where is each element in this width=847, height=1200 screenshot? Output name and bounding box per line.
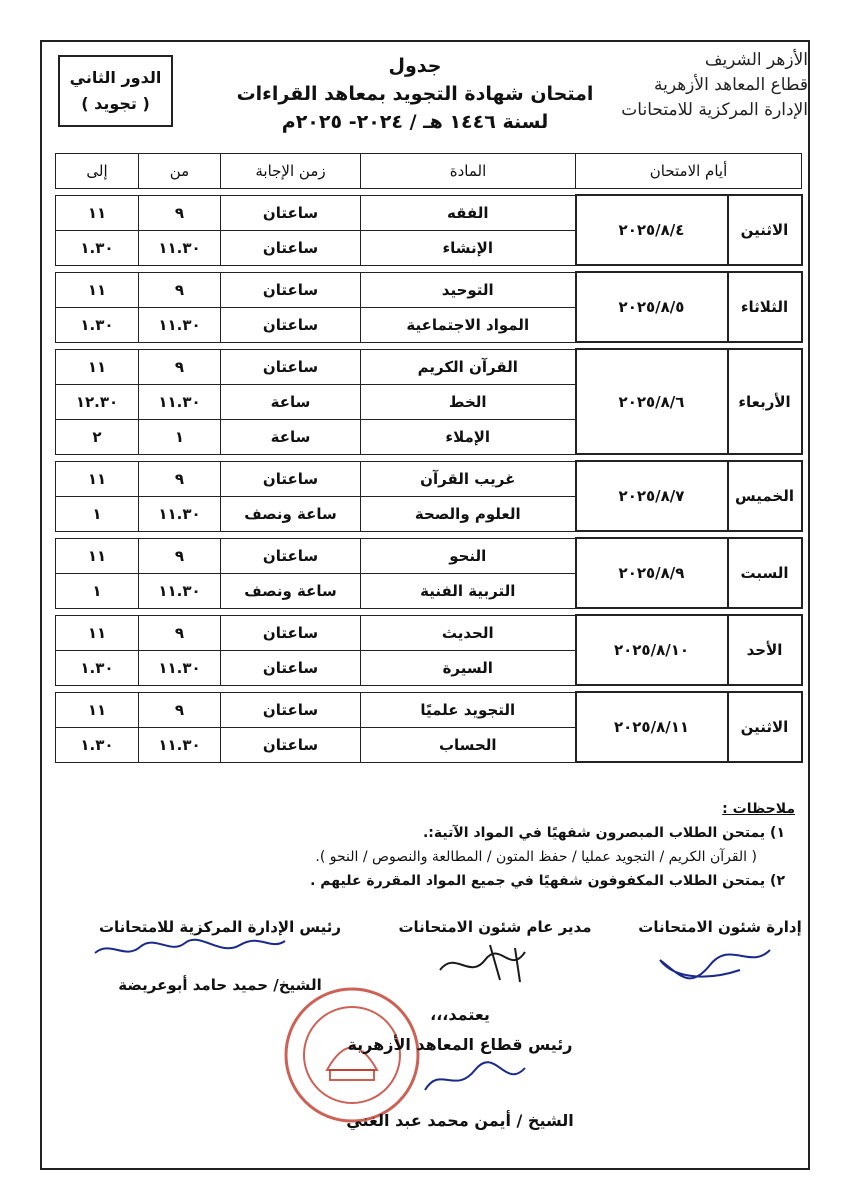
institution-logo <box>618 48 808 123</box>
end-time-cell: ١١ <box>56 538 139 573</box>
row-spacer <box>56 454 802 461</box>
logo-line-2: قطاع المعاهد الأزهرية <box>653 75 808 95</box>
approve-title: رئيس قطاع المعاهد الأزهرية <box>347 1035 573 1054</box>
subject-cell: الفقه <box>361 195 576 230</box>
duration-cell: ساعة <box>221 384 361 419</box>
subject-cell: الإنشاء <box>361 230 576 265</box>
table-header-row <box>56 154 802 189</box>
subject-cell: الإملاء <box>361 419 576 454</box>
subject-cell: العلوم والصحة <box>361 496 576 531</box>
start-time-cell: ١ <box>139 419 221 454</box>
table-row <box>56 615 802 650</box>
logo-line-3: الإدارة المركزية للامتحانات <box>621 100 808 120</box>
start-time-cell: ٩ <box>139 615 221 650</box>
approve-name: الشيخ / أيمن محمد عبد الغني <box>346 1111 574 1130</box>
subject-cell: الحساب <box>361 727 576 762</box>
row-spacer <box>56 342 802 349</box>
subject-cell: المواد الاجتماعية <box>361 307 576 342</box>
duration-cell: ساعتان <box>221 538 361 573</box>
subject-cell: التجويد علميًا <box>361 692 576 727</box>
duration-cell: ساعة ونصف <box>221 573 361 608</box>
header-days: أيام الامتحان <box>576 154 802 189</box>
exam-day-cell: الأحد <box>728 615 802 685</box>
subject-cell: القرآن الكريم <box>361 349 576 384</box>
signature-title-central: رئيس الإدارة المركزية للامتحانات <box>98 918 342 936</box>
end-time-cell: ١٢.٣٠ <box>56 384 139 419</box>
duration-cell: ساعتان <box>221 195 361 230</box>
row-spacer <box>56 685 802 692</box>
duration-cell: ساعتان <box>221 461 361 496</box>
duration-cell: ساعتان <box>221 692 361 727</box>
exam-day-cell: الثلاثاء <box>728 272 802 342</box>
round-label: الدور الثاني <box>69 68 162 87</box>
exam-date-cell: ٢٠٢٥/٨/٩ <box>576 538 728 608</box>
exam-date-cell: ٢٠٢٥/٨/٦ <box>576 349 728 454</box>
signature-name-central: الشيخ/ حميد حامد أبوعريضة <box>118 976 322 994</box>
end-time-cell: ٢ <box>56 419 139 454</box>
table-row <box>56 538 802 573</box>
exam-date-cell: ٢٠٢٥/٨/١١ <box>576 692 728 762</box>
logo-line-1: الأزهر الشريف <box>704 50 808 70</box>
title-line-3: لسنة ١٤٤٦ هـ / ٢٠٢٤- ٢٠٢٥م <box>281 111 549 133</box>
duration-cell: ساعتان <box>221 230 361 265</box>
exam-schedule-table <box>55 153 803 763</box>
handwritten-signature-affairs <box>650 940 780 985</box>
table-row <box>56 195 802 230</box>
exam-day-cell: الاثنين <box>728 195 802 265</box>
notes-heading: ملاحظات : <box>722 801 795 817</box>
exam-day-cell: الخميس <box>728 461 802 531</box>
handwritten-signature-director <box>430 940 550 985</box>
end-time-cell: ١١ <box>56 272 139 307</box>
subject-cell: النحو <box>361 538 576 573</box>
subject-cell: غريب القرآن <box>361 461 576 496</box>
approve-label: يعتمد،،، <box>430 1005 490 1024</box>
header-subject: المادة <box>361 154 576 189</box>
header-from: من <box>139 154 221 189</box>
row-spacer <box>56 265 802 272</box>
table-row <box>56 349 802 384</box>
start-time-cell: ٩ <box>139 195 221 230</box>
subject-cell: التوحيد <box>361 272 576 307</box>
end-time-cell: ١١ <box>56 195 139 230</box>
end-time-cell: ١ <box>56 496 139 531</box>
end-time-cell: ١.٣٠ <box>56 230 139 265</box>
exam-day-cell: الأربعاء <box>728 349 802 454</box>
row-spacer <box>56 531 802 538</box>
start-time-cell: ١١.٣٠ <box>139 384 221 419</box>
end-time-cell: ١.٣٠ <box>56 727 139 762</box>
start-time-cell: ٩ <box>139 692 221 727</box>
end-time-cell: ١ <box>56 573 139 608</box>
start-time-cell: ١١.٣٠ <box>139 307 221 342</box>
start-time-cell: ١١.٣٠ <box>139 230 221 265</box>
note-item-1: ١) يمتحن الطلاب المبصرون شفهيًا في المواد الآتية:. <box>422 825 785 841</box>
start-time-cell: ٩ <box>139 461 221 496</box>
end-time-cell: ١١ <box>56 461 139 496</box>
subject-cell: التربية الفنية <box>361 573 576 608</box>
subject-cell: الحديث <box>361 615 576 650</box>
start-time-cell: ١١.٣٠ <box>139 496 221 531</box>
duration-cell: ساعتان <box>221 349 361 384</box>
handwritten-signature-central <box>90 935 290 965</box>
round-subject: ( تجويد ) <box>81 94 150 113</box>
title-line-2: امتحان شهادة التجويد بمعاهد القراءات <box>236 83 594 105</box>
start-time-cell: ٩ <box>139 349 221 384</box>
end-time-cell: ١.٣٠ <box>56 650 139 685</box>
end-time-cell: ١.٣٠ <box>56 307 139 342</box>
header-duration: زمن الإجابة <box>221 154 361 189</box>
table-row <box>56 272 802 307</box>
note-item-2: ٢) يمتحن الطلاب المكفوفون شفهيًا في جميع المواد المقررة عليهم . <box>310 873 785 889</box>
signature-title-affairs: إدارة شئون الامتحانات <box>638 918 802 936</box>
duration-cell: ساعة <box>221 419 361 454</box>
header-to: إلى <box>56 154 139 189</box>
end-time-cell: ١١ <box>56 615 139 650</box>
duration-cell: ساعتان <box>221 307 361 342</box>
exam-day-cell: السبت <box>728 538 802 608</box>
note-item-1-subjects: ( القرآن الكريم / التجويد عمليا / حفظ المتون / المطالعة والنصوص / النحو ). <box>315 849 757 865</box>
signature-title-director: مدير عام شئون الامتحانات <box>398 918 592 936</box>
duration-cell: ساعتان <box>221 272 361 307</box>
title-line-1: جدول <box>388 55 442 77</box>
exam-round-box <box>58 55 173 127</box>
start-time-cell: ١١.٣٠ <box>139 650 221 685</box>
exam-date-cell: ٢٠٢٥/٨/١٠ <box>576 615 728 685</box>
end-time-cell: ١١ <box>56 692 139 727</box>
exam-date-cell: ٢٠٢٥/٨/٧ <box>576 461 728 531</box>
row-spacer <box>56 608 802 615</box>
table-row <box>56 461 802 496</box>
start-time-cell: ١١.٣٠ <box>139 727 221 762</box>
end-time-cell: ١١ <box>56 349 139 384</box>
duration-cell: ساعتان <box>221 615 361 650</box>
exam-day-cell: الاثنين <box>728 692 802 762</box>
exam-date-cell: ٢٠٢٥/٨/٥ <box>576 272 728 342</box>
start-time-cell: ٩ <box>139 538 221 573</box>
exam-date-cell: ٢٠٢٥/٨/٤ <box>576 195 728 265</box>
table-row <box>56 692 802 727</box>
signature-exam-affairs <box>635 918 805 936</box>
document-title <box>220 52 610 136</box>
duration-cell: ساعة ونصف <box>221 496 361 531</box>
start-time-cell: ١١.٣٠ <box>139 573 221 608</box>
notes-section <box>60 797 795 893</box>
subject-cell: السيرة <box>361 650 576 685</box>
subject-cell: الخط <box>361 384 576 419</box>
duration-cell: ساعتان <box>221 727 361 762</box>
start-time-cell: ٩ <box>139 272 221 307</box>
signature-general-director <box>385 918 605 936</box>
handwritten-signature-approver <box>420 1060 530 1100</box>
duration-cell: ساعتان <box>221 650 361 685</box>
